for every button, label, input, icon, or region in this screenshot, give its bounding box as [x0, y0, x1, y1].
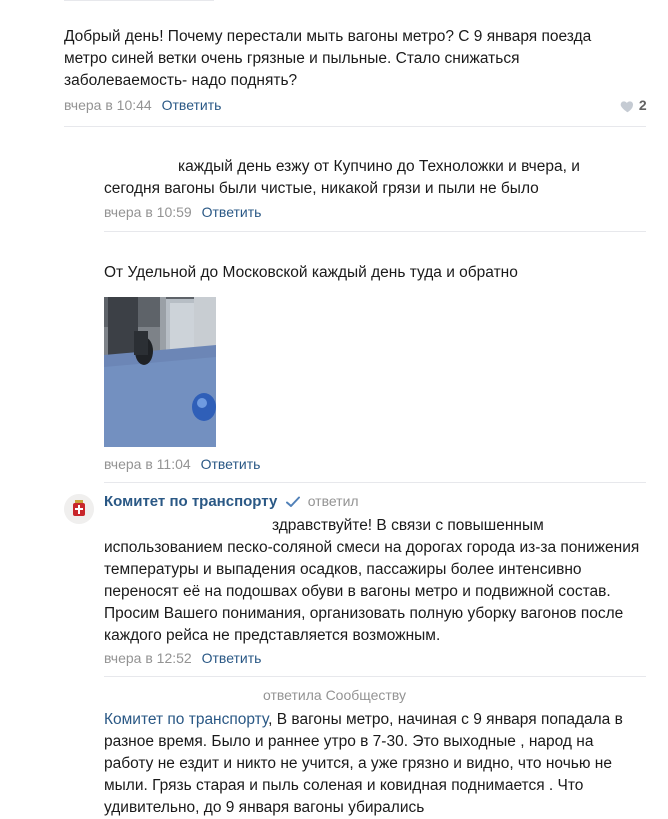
comment-4-time[interactable]: вчера в 12:52: [104, 650, 192, 666]
comment-4-reply-link[interactable]: Ответить: [201, 650, 262, 666]
comment-2-reply-link[interactable]: Ответить: [201, 204, 262, 220]
comment-2-text: каждый день езжу от Купчино до Техноложки и вчера, и сегодня вагоны были чистые, никакой грязи и пыли не было: [104, 158, 580, 197]
comment-2-time[interactable]: вчера в 10:59: [104, 204, 192, 220]
heart-icon: [620, 99, 635, 113]
comment-2-separator: [104, 231, 646, 232]
comment-1-reply-link[interactable]: Ответить: [161, 97, 222, 113]
comment-4-author[interactable]: Комитет по транспорту: [104, 493, 278, 510]
comment-4-separator: [104, 676, 646, 677]
metro-car-photo[interactable]: [104, 297, 216, 447]
top-separator: [64, 0, 214, 1]
comment-3-text: От Удельной до Московской каждый день туда и обратно: [104, 264, 518, 281]
comment-5-text: , В вагоны метро, начиная с 9 января попадала в разное время. Было и раннее утро в 7-30. Это выходные , народ на работу не ездит и никто не учится, а уже грязно и видно, что ночью не мыли. Грязь старая и пыль соленая и ковидная поднимается . Что удивительно, до 9 января вагоны убирались: [104, 711, 623, 816]
comment-2-meta: [104, 204, 261, 220]
comment-1-like-count: 2: [638, 97, 647, 113]
comment-3-separator: [104, 482, 646, 483]
comment-1-time[interactable]: вчера в 10:44: [64, 97, 152, 113]
comment-5-mention[interactable]: Комитет по транспорту: [104, 711, 269, 728]
comment-4-meta: [104, 650, 261, 666]
comment-5-body: [104, 709, 646, 819]
metro-car-photo-image: [104, 297, 216, 447]
comment-3-meta: [104, 456, 260, 472]
comment-1-text: Добрый день! Почему перестали мыть вагоны метро? С 9 января поезда метро синей ветки очень грязные и пыльные. Стало снижаться заболеваемость- надо поднять?: [64, 28, 592, 89]
comment-1-like-button[interactable]: [620, 97, 647, 113]
comment-1-meta: [64, 97, 221, 113]
comment-3-reply-link[interactable]: Ответить: [200, 456, 261, 472]
comment-4-text: здравствуйте! В связи с повышенным использованием песко-соляной смеси на дорогах города из-за понижения температуры и выпадения осадков, пассажиры более интенсивно переносят её на подошвах обуви в вагоны метро и подвижной состав. Просим Вашего понимания, организовать полную уборку вагонов после каждого рейса не представляется возможным.: [104, 517, 640, 644]
comment-4-header: [104, 493, 359, 512]
comment-5-replied-label: ответила Сообществу: [263, 687, 406, 703]
comment-3-time[interactable]: вчера в 11:04: [104, 456, 191, 472]
coat-of-arms-icon: [64, 494, 94, 524]
comment-4-replied-label: ответил: [307, 493, 359, 509]
checkmark-icon: [286, 495, 300, 512]
author-avatar[interactable]: [64, 494, 94, 524]
comment-1-separator: [64, 126, 646, 127]
